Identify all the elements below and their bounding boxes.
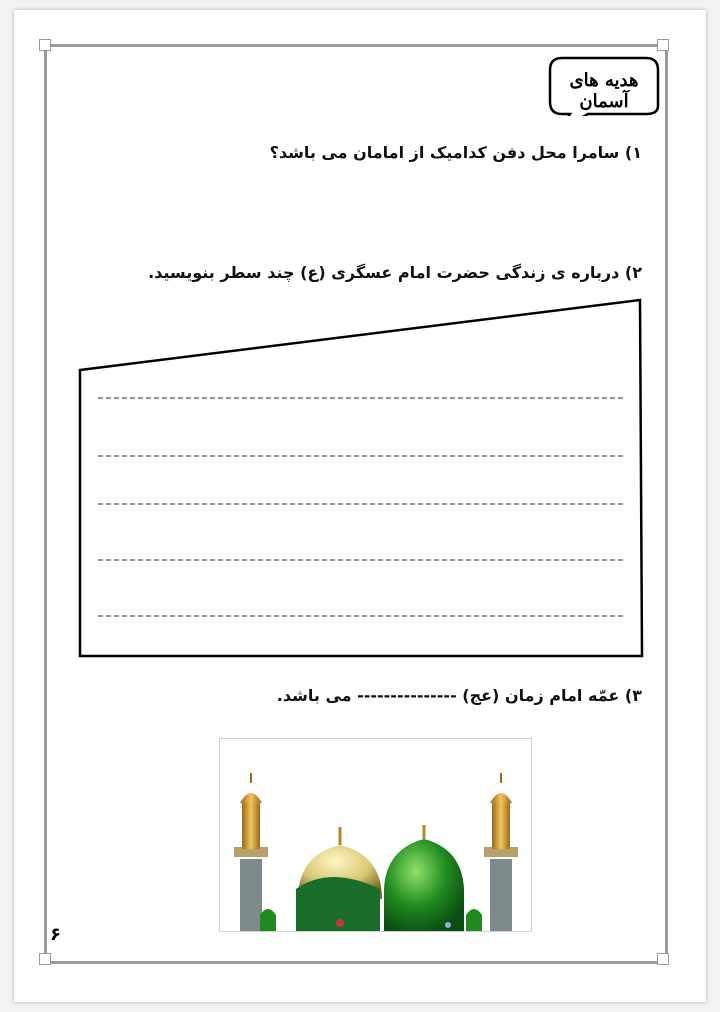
- answer-writing-box[interactable]: [76, 298, 644, 660]
- question-1: ۱) سامرا محل دفن کدامیک از امامان می باشد؟: [269, 143, 642, 162]
- worksheet-title: هدیه های آسمان: [569, 70, 639, 112]
- question-2: ۲) درباره ی زندگی حضرت امام عسگری (ع) چند سطر بنویسید.: [148, 263, 642, 282]
- question-3: ۳) عمّه امام زمان (عج) --------------- می باشد.: [276, 686, 642, 705]
- page-number: ۶: [50, 924, 61, 945]
- shrine-picture: [219, 738, 532, 932]
